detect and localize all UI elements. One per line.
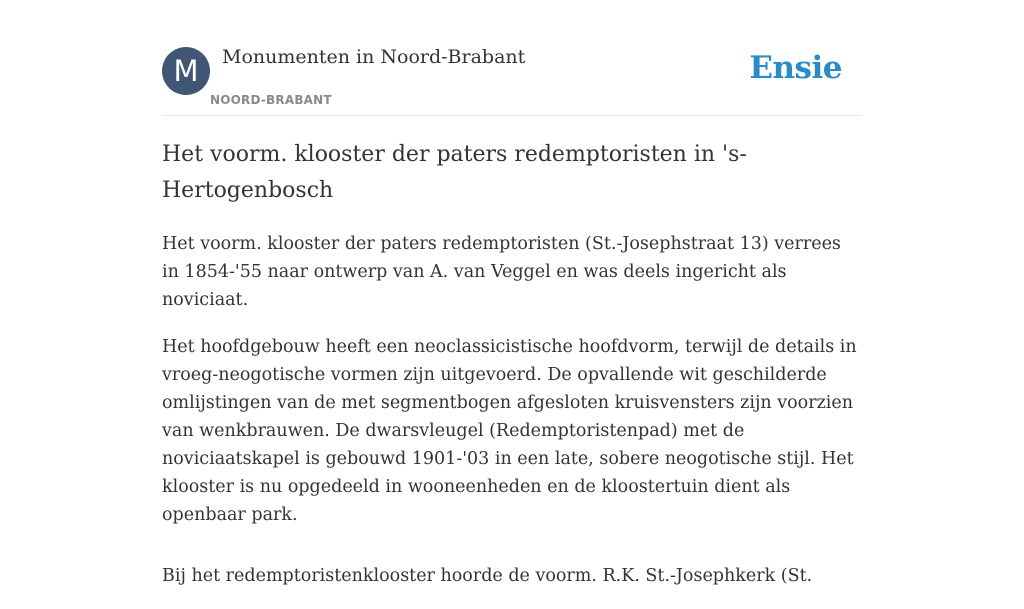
article-paragraph: Het voorm. klooster der paters redemptoristen (St.-Josephstraat 13) verrees in 1854-'55 naar ontwerp van A. van Veggel en was deels ingericht als noviciaat.	[162, 234, 841, 310]
category-link[interactable]: NOORD-BRABANT	[210, 93, 332, 107]
article-paragraph: Het hoofdgebouw heeft een neoclassicistische hoofdvorm, terwijl de details in vroeg-neogotische vormen zijn uitgevoerd. De opvallende wit geschilderde omlijstingen van de met segmentbogen afgesloten kruisvensters zijn voorzien van wenkbrauwen. De dwarsvleugel (Redemptoristenpad) met de noviciaatskapel is gebouwd 1901-'03 in een late, sobere neogotische stijl. Het klooster is nu opgedeeld in wooneenheden en de kloostertuin dient als openbaar park.	[162, 337, 857, 525]
article-title: Het voorm. klooster der paters redemptoristen in 's-Hertogenbosch	[162, 142, 747, 203]
header-divider	[162, 115, 862, 116]
site-title-link[interactable]: Monumenten in Noord-Brabant	[222, 46, 526, 68]
article-paragraph: Bij het redemptoristenklooster hoorde de voorm. R.K. St.-Josephkerk (St.	[162, 566, 813, 586]
brand-logo[interactable]: Ensie	[749, 50, 842, 86]
avatar[interactable]: M	[162, 47, 210, 95]
article	[162, 137, 862, 609]
